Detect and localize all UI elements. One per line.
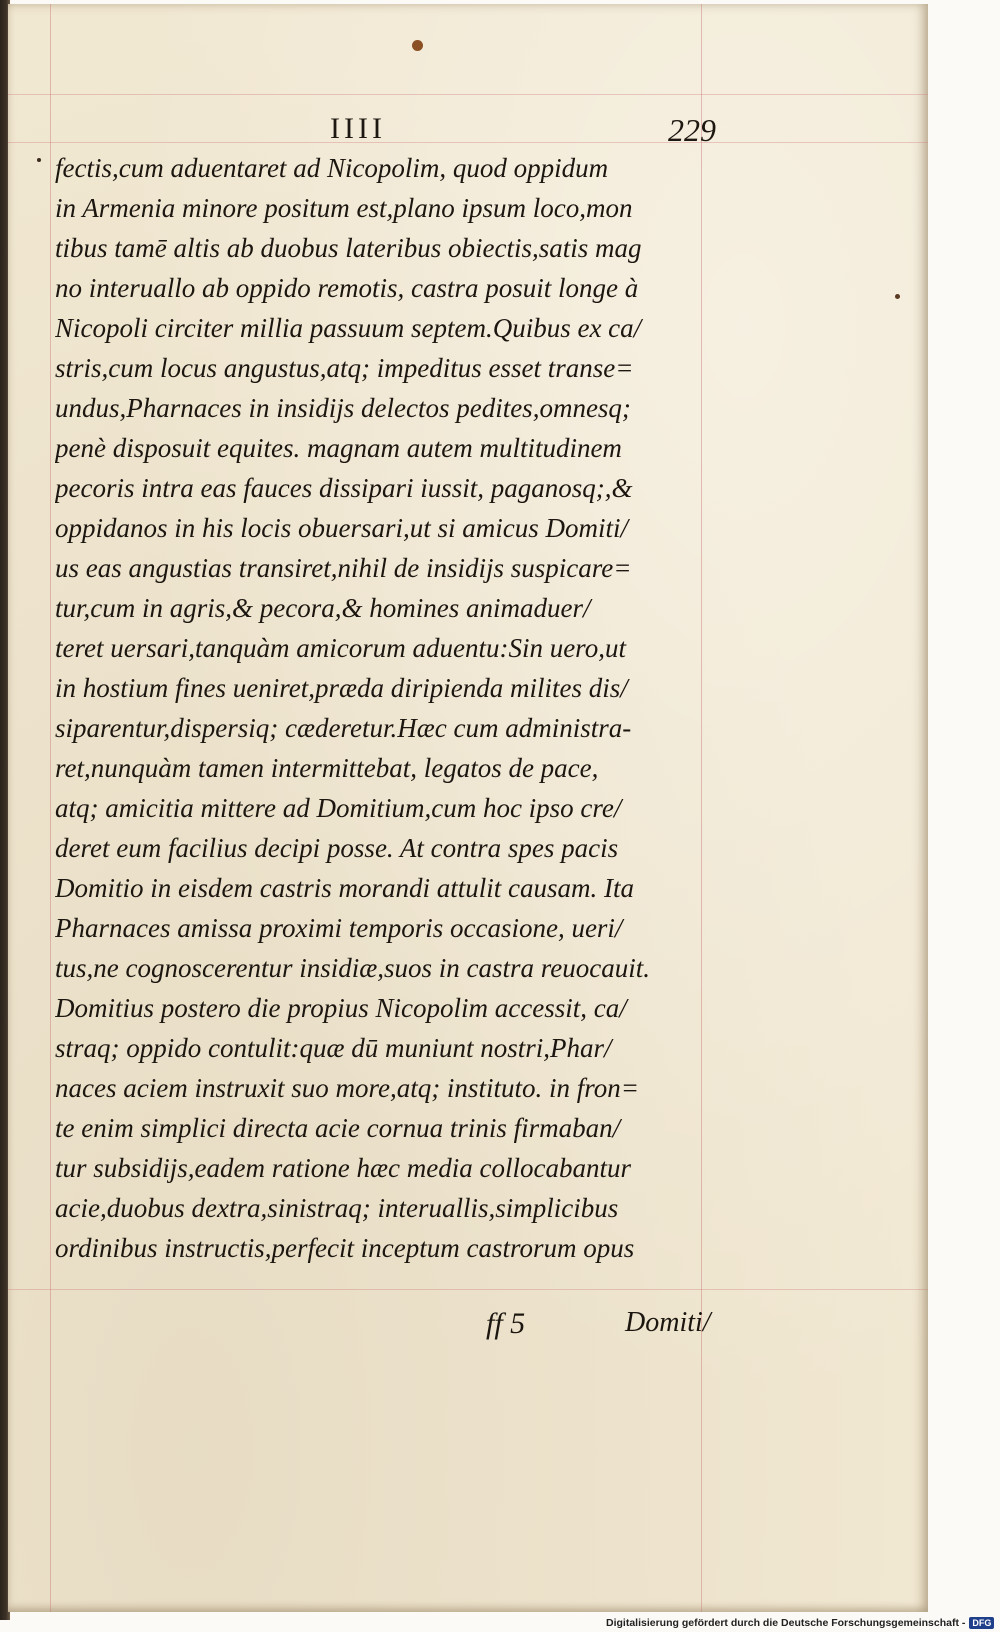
text-line: penè disposuit equites. magnam autem multitudinem [55,433,622,463]
text-line: undus,Pharnaces in insidijs delectos pedites,omnesq; [55,393,631,423]
text-line: Pharnaces amissa proximi temporis occasione, ueri/ [55,913,623,943]
ruled-line-bottom [8,1289,928,1290]
text-line: pecoris intra eas fauces dissipari iussit, paganosq;,& [55,473,633,503]
text-line: stris,cum locus angustus,atq; impeditus esset transe= [55,353,634,383]
ink-spot [37,158,41,162]
ink-spot [895,294,900,299]
dfg-logo: DFG [969,1617,994,1629]
text-line: oppidanos in his locis obuersari,ut si amicus Domiti/ [55,513,629,543]
text-line: atq; amicitia mittere ad Domitium,cum hoc ipso cre/ [55,793,622,823]
text-line: fectis,cum aduentaret ad Nicopolim, quod oppidum [55,153,609,183]
text-line: no interuallo ab oppido remotis, castra posuit longe à [55,273,639,303]
text-line: straq; oppido contulit:quæ dū muniunt nostri,Phar/ [55,1033,612,1063]
text-line: Nicopoli circiter millia passuum septem.Quibus ex ca/ [55,313,642,343]
text-line: in hostium fines ueniret,præda diripienda milites dis/ [55,673,628,703]
text-line: siparentur,dispersiq; cæderetur.Hæc cum administra- [55,713,632,743]
text-line: naces aciem instruxit suo more,atq; instituto. in fron= [55,1073,639,1103]
running-header: IIII [330,112,386,145]
text-line: ordinibus instructis,perfecit inceptum castrorum opus [55,1233,635,1263]
text-line: teret uersari,tanquàm amicorum aduentu:Sin uero,ut [55,633,626,663]
body-text [55,148,725,1268]
ruled-line-top [8,94,928,95]
ruled-line-header [8,142,928,143]
text-line: tus,ne cognoscerentur insidiæ,suos in castra reuocauit. [55,953,650,983]
text-line: acie,duobus dextra,sinistraq; interuallis,simplicibus [55,1193,619,1223]
signature-mark: ff 5 [486,1307,526,1340]
text-line: in Armenia minore positum est,plano ipsum loco,mon [55,193,633,223]
text-line: tur subsidijs,eadem ratione hæc media collocabantur [55,1153,631,1183]
catchword: Domiti/ [625,1307,711,1338]
ruled-line-left [50,4,51,1612]
text-line: Domitio in eisdem castris morandi attulit causam. Ita [55,873,634,903]
funding-credit: Digitalisierung gefördert durch die Deutsche Forschungsgemeinschaft - [606,1617,966,1629]
text-line: us eas angustias transiret,nihil de insidijs suspicare= [55,553,632,583]
text-line: ret,nunquàm tamen intermittebat, legatos de pace, [55,753,599,783]
text-line: Domitius postero die propius Nicopolim accessit, ca/ [55,993,627,1023]
text-line: te enim simplici directa acie cornua trinis firmaban/ [55,1113,621,1143]
digitization-footer [606,1615,994,1631]
text-line: tibus tamē altis ab duobus lateribus obiectis,satis mag [55,233,642,263]
book-page [8,4,928,1612]
page-number: 229 [668,112,716,148]
text-line: deret eum facilius decipi posse. At contra spes pacis [55,833,619,863]
text-line: tur,cum in agris,& pecora,& homines animaduer/ [55,593,591,623]
wormhole-mark [412,40,423,51]
